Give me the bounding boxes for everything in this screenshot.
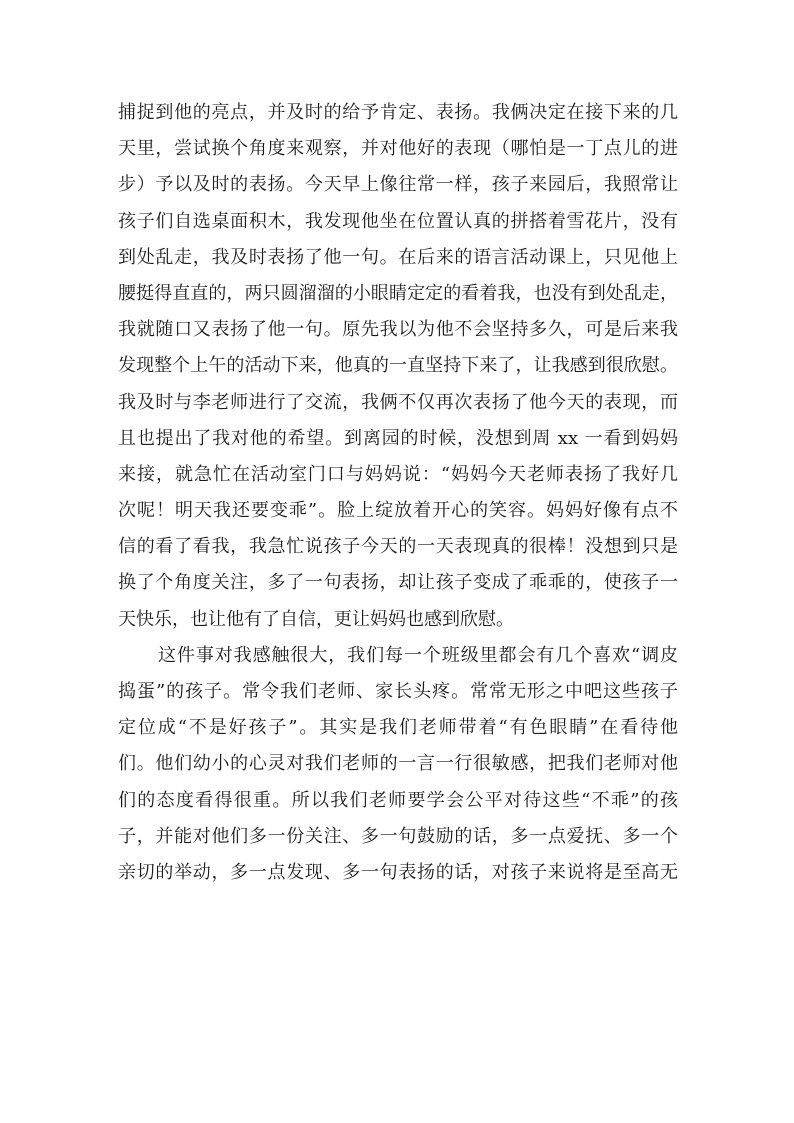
document-body	[118, 95, 678, 891]
text-line: 孩子们自选桌面积木，我发现他坐在位置认真的拼搭着雪花片，没有	[118, 210, 678, 232]
text-line: 步）予以及时的表扬。今天早上像往常一样，孩子来园后，我照常让	[118, 174, 678, 196]
paragraph-2	[118, 638, 678, 891]
text-line: 天里，尝试换个角度来观察，并对他好的表现（哪怕是一丁点儿的进	[118, 138, 678, 160]
text-line: 捕捉到他的亮点，并及时的给予肯定、表扬。我俩决定在接下来的几	[118, 102, 678, 123]
text-line: 定位成“不是好孩子”。其实是我们老师带着“有色眼睛”在看待他	[118, 717, 678, 739]
text-line: 这件事对我感触很大，我们每一个班级里都会有几个喜欢“调皮	[158, 644, 678, 666]
text-line: 腰挺得直直的，两只圆溜溜的小眼睛定定的看着我，也没有到处乱走，	[118, 282, 678, 304]
text-line: 捣蛋”的孩子。常令我们老师、家长头疼。常常无形之中吧这些孩子	[118, 681, 678, 702]
text-line: 天快乐，也让他有了自信，更让妈妈也感到欣慰。	[118, 608, 514, 630]
text-line: 且也提出了我对他的希望。到离园的时候，没想到周 xx 一看到妈妈	[118, 427, 678, 449]
text-line: 们。他们幼小的心灵对我们老师的一言一行很敏感，把我们老师对他	[118, 753, 678, 775]
text-line: 信的看了看我，我急忙说孩子今天的一天表现真的很棒！没想到只是	[118, 536, 678, 558]
text-line: 次呢！明天我还要变乖”。脸上绽放着开心的笑容。妈妈好像有点不	[118, 500, 678, 522]
text-line: 发现整个上午的活动下来，他真的一直坚持下来了，让我感到很欣慰。	[118, 355, 678, 377]
text-line: 们的态度看得很重。所以我们老师要学会公平对待这些“不乖”的孩	[118, 789, 678, 811]
paragraph-1	[118, 95, 678, 638]
text-line: 子，并能对他们多一份关注、多一句鼓励的话，多一点爱抚、多一个	[118, 825, 678, 847]
text-line: 我及时与李老师进行了交流，我俩不仅再次表扬了他今天的表现，而	[118, 391, 678, 413]
text-line: 亲切的举动，多一点发现、多一句表扬的话，对孩子来说将是至高无	[118, 861, 678, 883]
text-line: 换了个角度关注，多了一句表扬，却让孩子变成了乖乖的，使孩子一	[118, 572, 678, 594]
text-line: 我就随口又表扬了他一句。原先我以为他不会坚持多久，可是后来我	[118, 319, 678, 341]
text-line: 来接，就急忙在活动室门口与妈妈说：“妈妈今天老师表扬了我好几	[118, 463, 678, 485]
text-line: 到处乱走，我及时表扬了他一句。在后来的语言活动课上，只见他上	[118, 246, 678, 268]
